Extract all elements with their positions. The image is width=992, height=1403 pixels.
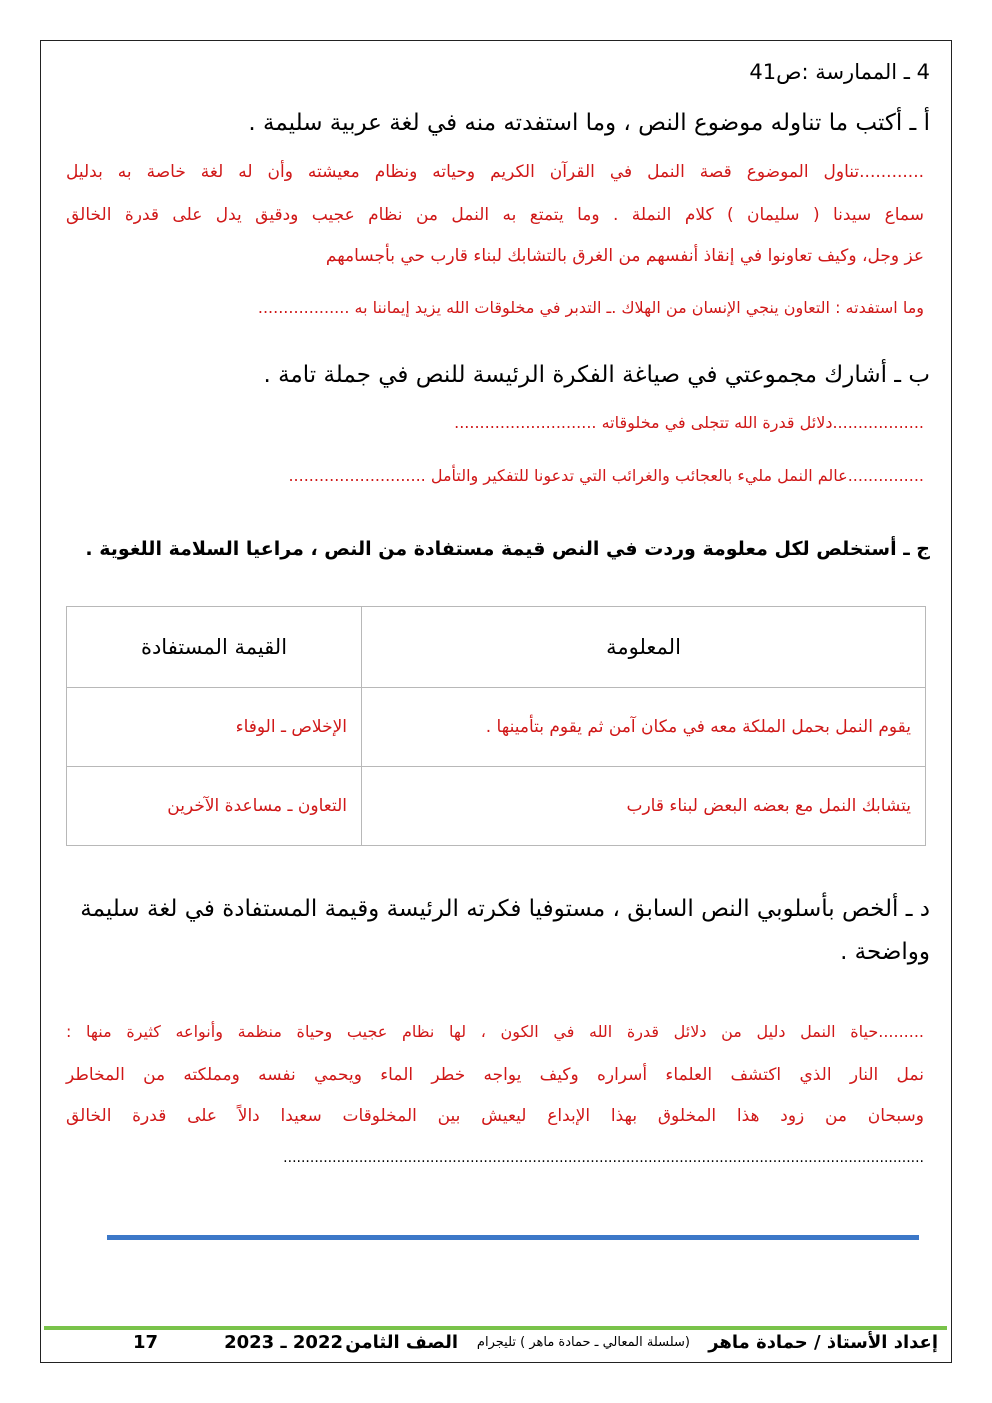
footer-author: إعداد الأستاذ / حمادة ماهر — [708, 1332, 938, 1353]
table-cell-value: التعاون ـ مساعدة الآخرين — [67, 767, 362, 846]
info-value-table — [66, 606, 926, 846]
page-footer — [60, 1332, 938, 1358]
question-b: ب ـ أشارك مجموعتي في صياغة الفكرة الرئيسة للنص في جملة تامة . — [263, 362, 930, 388]
question-d-line-2: وواضحة . — [840, 939, 930, 965]
answer-b-line-1: ..................دلائل قدرة الله تتجلى في مخلوقاته ............................ — [454, 413, 924, 432]
table-header-info: المعلومة — [362, 607, 926, 688]
exercise-title: 4 ـ الممارسة :ص41 — [749, 60, 930, 84]
footer-grade: الصف الثامن — [345, 1332, 458, 1353]
footer-series: (سلسلة المعالي ـ حمادة ماهر ) تليجرام — [476, 1335, 690, 1350]
answer-d-line-2: نمل النار الذي اكتشف العلماء أسراره وكيف يواجه خطر الماء ويحمي نفسه ومملكته من المخاطر — [66, 1065, 924, 1085]
answer-d-line-3: وسبحان من زود هذا المخلوق بهذا الإبداع ليعيش بين المخلوقات سعيدا دالاً على قدرة الخالق — [66, 1106, 924, 1126]
question-c: ج ـ أستخلص لكل معلومة وردت في النص قيمة مستفادة من النص ، مراعيا السلامة اللغوية . — [85, 538, 930, 560]
footer-year: 2022 ـ 2023 — [224, 1332, 343, 1353]
footer-page-number: 17 — [132, 1332, 158, 1353]
answer-a-line-2: سماع سيدنا ( سليمان ) كلام النملة . وما يتمتع به النمل من نظام عجيب ودقيق يدل على قدرة الخالق — [66, 205, 924, 225]
answer-d-dotted-line: ................................................................................................................................................ — [283, 1150, 924, 1166]
table-header-row — [67, 607, 926, 688]
answer-a-line-4: وما استفدته : التعاون ينجي الإنسان من الهلاك .ـ التدبر في مخلوقات الله يزيد إيماننا به .................. — [257, 298, 924, 317]
answer-d-line-1: .........حياة النمل دليل من دلائل قدرة الله في الكون ، لها نظام عجيب وحياة منظمة وأنواعه كثيرة منها : — [66, 1022, 924, 1041]
table-cell-info: يقوم النمل بحمل الملكة معه في مكان آمن ثم يقوم بتأمينها . — [362, 688, 926, 767]
question-a: أ ـ أكتب ما تناوله موضوع النص ، وما استفدته منه في لغة عربية سليمة . — [248, 110, 930, 136]
answer-b-line-2: ...............عالم النمل مليء بالعجائب والغرائب التي تدعونا للتفكير والتأمل ........................... — [288, 466, 924, 485]
table-row — [67, 688, 926, 767]
table-cell-info: يتشابك النمل مع بعضه البعض لبناء قارب — [362, 767, 926, 846]
table-header-value: القيمة المستفادة — [67, 607, 362, 688]
answer-a-line-1: ............تناول الموضوع قصة النمل في القرآن الكريم وحياته ونظام معيشته وأن له لغة خاصة به بدليل — [66, 162, 924, 182]
table-cell-value: الإخلاص ـ الوفاء — [67, 688, 362, 767]
table-row — [67, 767, 926, 846]
question-d-line-1: د ـ ألخص بأسلوبي النص السابق ، مستوفيا فكرته الرئيسة وقيمة المستفادة في لغة سليمة — [80, 896, 930, 922]
answer-a-line-3: عز وجل، وكيف تعاونوا في إنقاذ أنفسهم من الغرق بالتشابك لبناء قارب حي بأجسامهم — [325, 246, 924, 266]
blue-divider — [107, 1235, 919, 1240]
green-divider — [44, 1326, 947, 1330]
